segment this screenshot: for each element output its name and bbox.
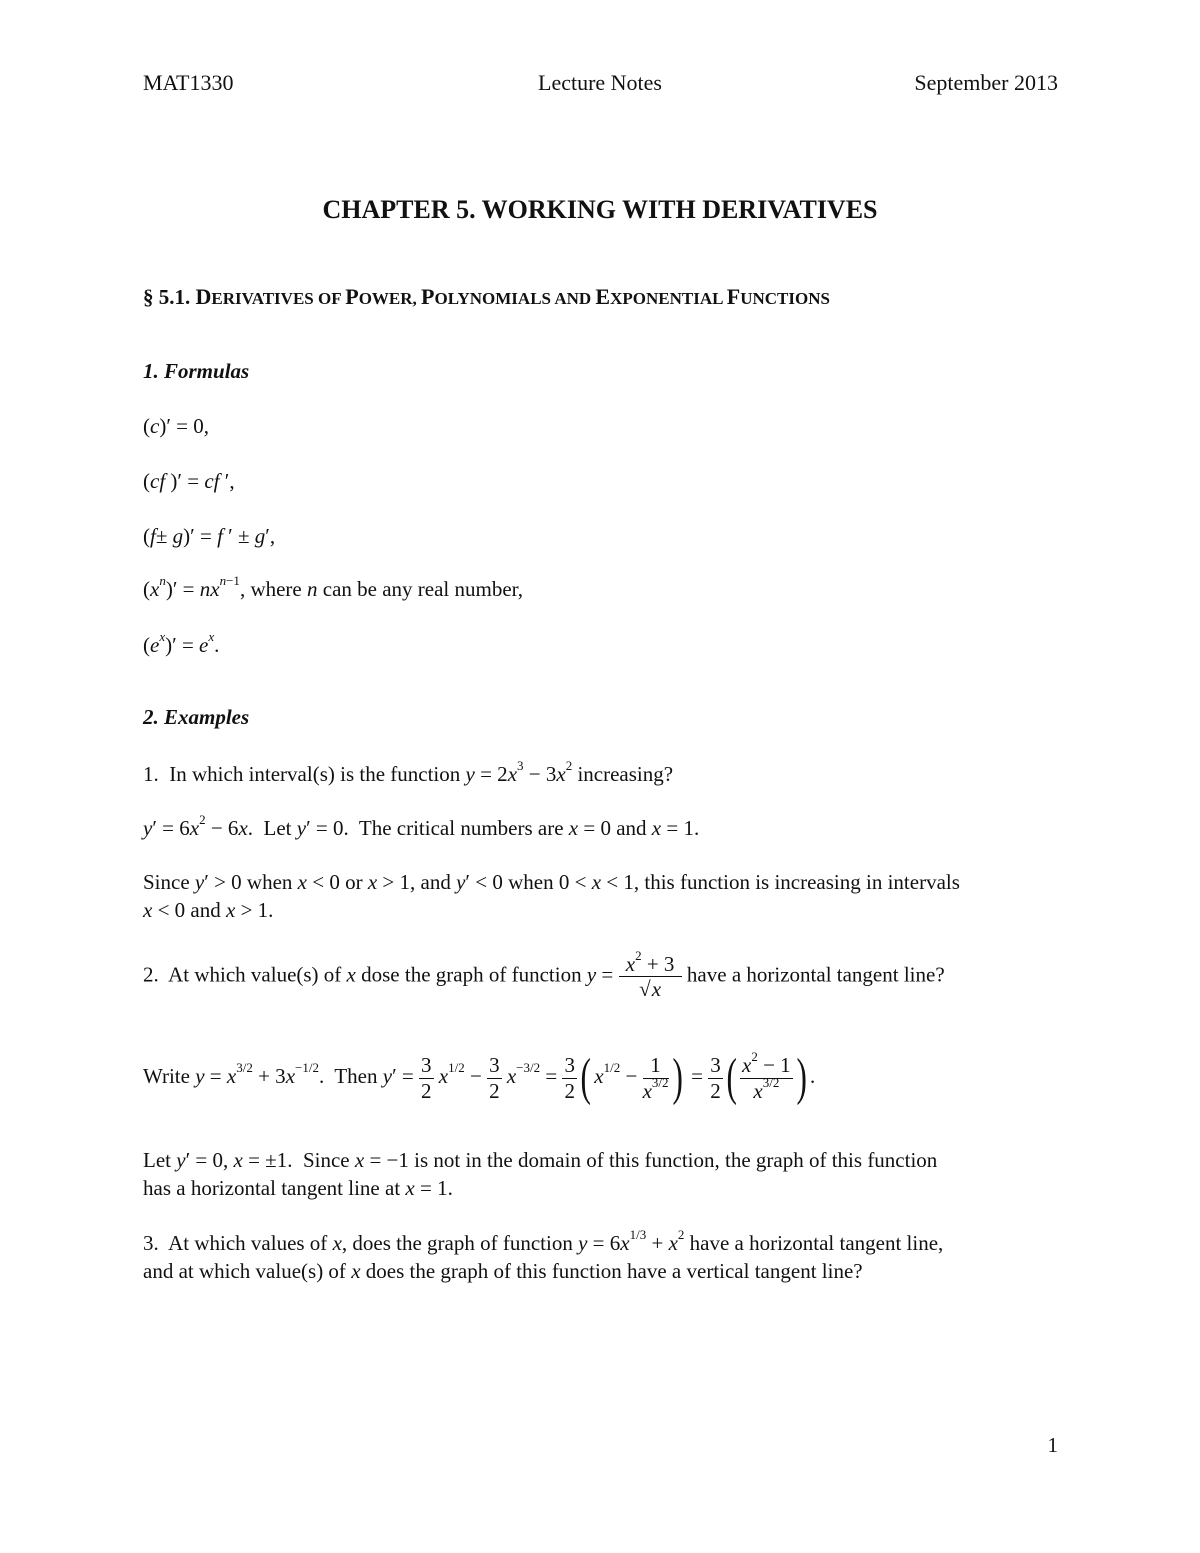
example-3-question-line-1: 3. At which values of x, does the graph of function $y = 6x^{1/3} + x^2$ have a horizontal tangent line,	[143, 1227, 944, 1255]
example-3-question-line-2: and at which value(s) of x does the graph of this function have a vertical tangent line?	[143, 1259, 863, 1283]
page-number: 1	[1047, 1433, 1058, 1457]
examples-heading: 2. Examples	[143, 705, 250, 729]
example-1-answer: x < 0 and x > 1.	[143, 898, 274, 922]
example-1-question: 1. In which interval(s) is the function $y = 2x^3 - 3x^2$ increasing?	[143, 758, 674, 786]
example-2-work: Write $y = x^{3/2} + 3x^{-1/2}$. Then y′ = $\frac{3}{2}$ $x^{1/2}$ − $\frac{3}{2}$ $x^{-3/2}$ = $\frac{3}{2}$ ( $x^{1/2}$ − $\frac{1}{x^{3/2}}$ ) = $\frac{3}{2}$ ( $\frac{x^2 - 1}{x^{3/2}}$ ) .	[143, 1049, 816, 1106]
section-title: DERIVATIVES OF POWER, POLYNOMIALS AND EXPONENTIAL FUNCTIONS	[195, 284, 830, 309]
section-heading	[143, 284, 830, 310]
formula-constant: (c)′ = 0,	[143, 414, 210, 438]
example-1-derivative: $y' = 6x^2 - 6x$. Let y′ = 0. The critical numbers are x = 0 and x = 1.	[143, 812, 700, 840]
formulas-heading: 1. Formulas	[143, 359, 250, 383]
header-course: MAT1330	[143, 70, 234, 95]
example-2-question: 2. At which value(s) of x dose the graph of function y = $\frac{x^2 + 3}{√x}$ have a horizontal tangent line?	[143, 948, 945, 1002]
formula-power-rule: $(x^n)' = nx^{n-1}$, where n can be any real number,	[143, 573, 524, 601]
header-date: September 2013	[914, 70, 1058, 95]
example-2-answer: has a horizontal tangent line at x = 1.	[143, 1176, 453, 1200]
formula-sum-rule: (f± g)′ = f ′ ± g′,	[143, 524, 276, 548]
section-number: § 5.1.	[143, 285, 191, 309]
example-1-analysis: Since y′ > 0 when x < 0 or x > 1, and y′ < 0 when 0 < x < 1, this function is increasing in intervals	[143, 870, 960, 894]
header-doc-type: Lecture Notes	[538, 70, 662, 95]
example-2-solution: Let y′ = 0, x = ±1. Since x = −1 is not in the domain of this function, the graph of this function	[143, 1148, 938, 1172]
formula-exponential: $(e^x)' = e^x$.	[143, 629, 220, 657]
chapter-title: CHAPTER 5. WORKING WITH DERIVATIVES	[322, 195, 878, 224]
formula-constant-multiple: (cf )′ = cf ′,	[143, 469, 235, 493]
fraction-x2-plus-3-over-sqrt-x: $\frac{x^2 + 3}{√x}$	[619, 952, 682, 1001]
